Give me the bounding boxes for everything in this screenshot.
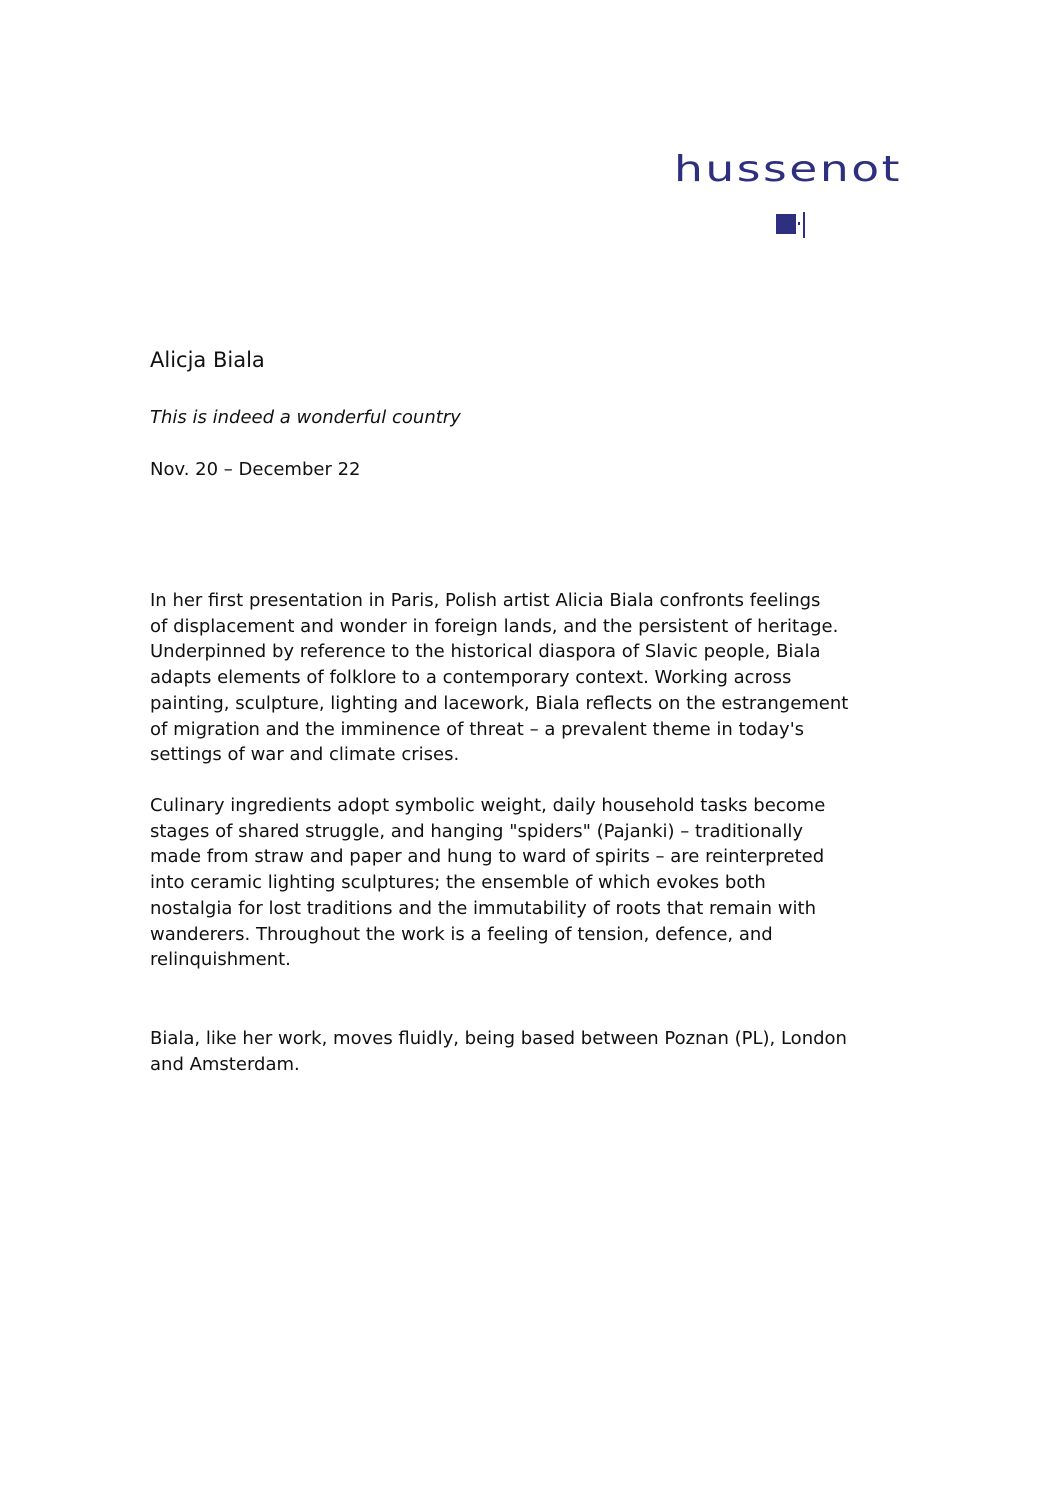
- paragraph-bio: [150, 1026, 930, 1077]
- paragraph-line: adapts elements of folklore to a contemporary context. Working across: [150, 667, 792, 689]
- paragraph-line: of displacement and wonder in foreign lands, and the persistent of heritage.: [150, 615, 839, 637]
- door-logo-icon: [776, 212, 806, 238]
- paragraph-line: In her first presentation in Paris, Polish artist Alicia Biala confronts feelings: [150, 590, 821, 611]
- paragraph-line: made from straw and paper and hung to ward of spirits – are reinterpreted: [150, 846, 825, 868]
- paragraph-line: of migration and the imminence of threat – a prevalent theme in today's: [150, 718, 805, 740]
- logo-wordmark: [674, 148, 904, 195]
- gallery-logo: [674, 148, 904, 195]
- paragraph-line: Culinary ingredients adopt symbolic weight, daily household tasks become: [150, 795, 826, 816]
- paragraph-line: relinquishment.: [150, 949, 291, 971]
- logo-wordmark-text: hussenot: [674, 149, 902, 188]
- paragraph-line: Biala, like her work, moves fluidly, being based between Poznan (PL), London: [150, 1028, 847, 1049]
- paragraph-line: settings of war and climate crises.: [150, 744, 460, 766]
- paragraph-line: nostalgia for lost traditions and the immutability of roots that remain with: [150, 897, 816, 919]
- paragraph-line: Underpinned by reference to the historical diaspora of Slavic people, Biala: [150, 641, 821, 663]
- paragraph-line: and Amsterdam.: [150, 1053, 300, 1075]
- paragraph-materials: [150, 793, 930, 973]
- artist-name: Alicja Biala: [150, 348, 265, 372]
- logo-wordmark-svg: [674, 148, 904, 188]
- exhibition-title: This is indeed a wonderful country: [150, 407, 461, 428]
- paragraph-line: stages of shared struggle, and hanging "spiders" (Pajanki) – traditionally: [150, 820, 804, 842]
- paragraph-intro: [150, 588, 930, 768]
- paragraph-line: wanderers. Throughout the work is a feeling of tension, defence, and: [150, 923, 773, 945]
- paragraph-line: painting, sculpture, lighting and lacework, Biala reflects on the estrangement: [150, 692, 849, 714]
- paragraph-line: into ceramic lighting sculptures; the ensemble of which evokes both: [150, 872, 766, 894]
- exhibition-dates: Nov. 20 – December 22: [150, 459, 361, 480]
